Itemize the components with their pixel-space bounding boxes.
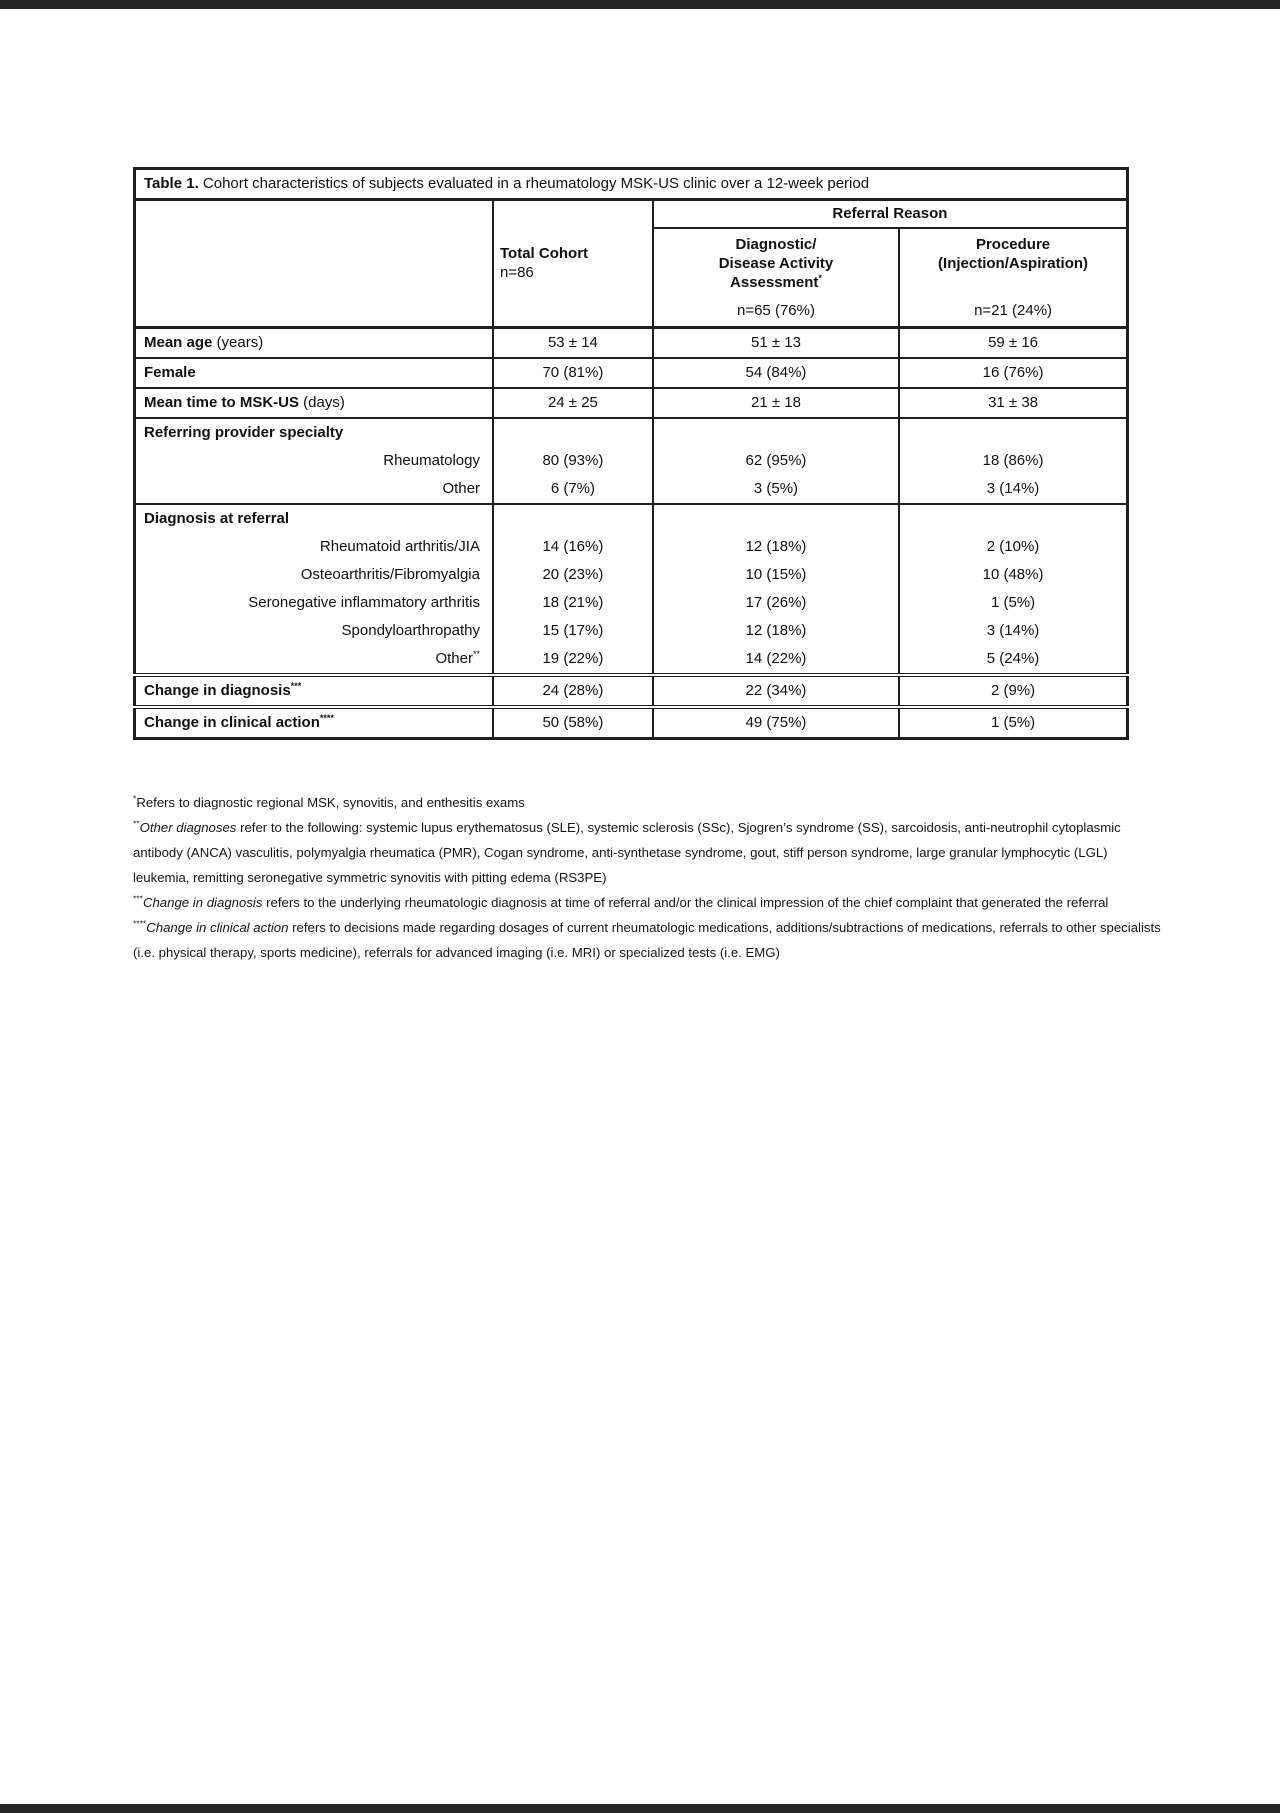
value-total xyxy=(493,504,653,533)
value-diagnostic: 17 (26%) xyxy=(653,589,899,617)
row-seronegative-inflammatory-arthritis xyxy=(135,589,1128,617)
footnote-marker: ** xyxy=(472,648,480,659)
value-diagnostic: 3 (5%) xyxy=(653,475,899,504)
value-procedure: 1 (5%) xyxy=(899,707,1127,739)
footnotes xyxy=(133,790,1167,965)
section-diagnosis-at-referral xyxy=(135,504,1128,533)
value-total: 24 ± 25 xyxy=(493,388,653,418)
value-total: 6 (7%) xyxy=(493,475,653,504)
table-title-text: Cohort characteristics of subjects evaluated in a rheumatology MSK-US clinic over a 12-week period xyxy=(198,174,870,192)
value-procedure: 10 (48%) xyxy=(899,561,1127,589)
cohort-table xyxy=(133,167,1129,740)
footnote-4 xyxy=(133,915,1167,965)
value-diagnostic: 49 (75%) xyxy=(653,707,899,739)
row-label: Seronegative inflammatory arthritis xyxy=(248,593,480,611)
value-diagnostic: 62 (95%) xyxy=(653,447,899,475)
header-diagnostic-footnote-marker: * xyxy=(818,272,822,283)
value-diagnostic: 51 ± 13 xyxy=(653,328,899,359)
row-label: Mean time to MSK-US (days) xyxy=(135,388,493,418)
value-diagnostic: 12 (18%) xyxy=(653,617,899,645)
value-total: 53 ± 14 xyxy=(493,328,653,359)
page-top-edge xyxy=(0,0,1280,9)
value-total: 24 (28%) xyxy=(493,675,653,707)
row-label: Spondyloarthropathy xyxy=(341,621,480,639)
section-label: Referring provider specialty xyxy=(135,418,493,447)
value-diagnostic: 22 (34%) xyxy=(653,675,899,707)
value-total: 70 (81%) xyxy=(493,358,653,388)
row-label: Other xyxy=(442,479,480,497)
value-total: 15 (17%) xyxy=(493,617,653,645)
row-osteoarthritis-fibromyalgia xyxy=(135,561,1128,589)
footnote-4-marker: **** xyxy=(133,918,147,929)
row-spondyloarthropathy xyxy=(135,617,1128,645)
footnote-3 xyxy=(133,890,1167,915)
row-label: Change in clinical action**** xyxy=(135,707,493,739)
value-procedure: 2 (9%) xyxy=(899,675,1127,707)
row-label: Rheumatoid arthritis/JIA xyxy=(319,537,480,555)
footnote-2-text: refer to the following: systemic lupus erythematosus (SLE), systemic sclerosis (SSc), Sjogren’s syndrome (SS), sarcoidosis, anti-neutrophil cytoplasmic antibody (ANCA) vasculitis, polymyalgia rheumatica (PMR), Cogan syndrome, anti-synthetase syndrome, gout, stiff person syndrome, large granular lymphocytic (LGL) leukemia, remitting seronegative symmetric synovitis with pitting edema (RS3PE) xyxy=(133,820,1121,885)
row-mean-time xyxy=(135,388,1128,418)
value-total: 19 (22%) xyxy=(493,645,653,675)
table-1 xyxy=(133,167,1129,740)
footnote-marker: **** xyxy=(319,712,334,723)
value-diagnostic xyxy=(653,418,899,447)
value-procedure: 5 (24%) xyxy=(899,645,1127,675)
header-empty-cell xyxy=(135,200,493,328)
row-label: Rheumatology xyxy=(383,451,480,469)
section-referring-provider-specialty xyxy=(135,418,1128,447)
row-label: Mean age (years) xyxy=(135,328,493,359)
value-diagnostic xyxy=(653,504,899,533)
header-total-cohort-label: Total Cohort xyxy=(499,244,589,262)
header-diagnostic-line2: Disease Activity xyxy=(718,254,834,272)
header-procedure-n: n=21 (24%) xyxy=(974,302,1053,320)
footnote-marker: *** xyxy=(290,680,302,691)
header-total-cohort-n: n=86 xyxy=(499,263,534,281)
value-total: 18 (21%) xyxy=(493,589,653,617)
row-label: Osteoarthritis/Fibromyalgia xyxy=(300,565,480,583)
header-referral-reason: Referral Reason xyxy=(653,200,1128,229)
value-diagnostic: 54 (84%) xyxy=(653,358,899,388)
row-rheumatology xyxy=(135,447,1128,475)
row-label: Female xyxy=(135,358,493,388)
value-procedure: 31 ± 38 xyxy=(899,388,1127,418)
section-label: Diagnosis at referral xyxy=(135,504,493,533)
value-diagnostic: 21 ± 18 xyxy=(653,388,899,418)
header-diagnostic-line3: Assessment* xyxy=(730,272,822,291)
row-other-diagnosis xyxy=(135,645,1128,675)
value-diagnostic: 10 (15%) xyxy=(653,561,899,589)
row-change-in-diagnosis xyxy=(135,675,1128,707)
value-total: 80 (93%) xyxy=(493,447,653,475)
footnote-2 xyxy=(133,815,1167,890)
header-total-cohort-cell xyxy=(493,200,653,328)
header-procedure-line2: (Injection/Aspiration) xyxy=(938,254,1089,272)
footnote-1-marker: * xyxy=(133,793,137,804)
value-procedure xyxy=(899,418,1127,447)
row-mean-age xyxy=(135,328,1128,359)
value-diagnostic: 12 (18%) xyxy=(653,533,899,561)
page-bottom-edge xyxy=(0,1804,1280,1813)
value-procedure: 1 (5%) xyxy=(899,589,1127,617)
footnote-3-text: refers to the underlying rheumatologic diagnosis at time of referral and/or the clinical impression of the chief complaint that generated the referral xyxy=(262,895,1109,910)
row-female xyxy=(135,358,1128,388)
value-total: 20 (23%) xyxy=(493,561,653,589)
value-procedure xyxy=(899,504,1127,533)
table-title-number: Table 1. xyxy=(144,174,199,192)
row-change-in-clinical-action xyxy=(135,707,1128,739)
footnote-1 xyxy=(133,790,1167,815)
header-diagnostic-line1: Diagnostic/ xyxy=(735,236,817,253)
footnote-2-lead: Other diagnoses xyxy=(139,820,237,835)
value-procedure: 18 (86%) xyxy=(899,447,1127,475)
footnote-3-lead: Change in diagnosis xyxy=(142,895,263,910)
footnote-3-marker: *** xyxy=(133,893,143,904)
header-procedure-line1: Procedure xyxy=(975,236,1051,253)
row-rheumatoid-arthritis-jia xyxy=(135,533,1128,561)
footnote-4-lead: Change in clinical action xyxy=(146,920,289,935)
footnote-2-marker: ** xyxy=(133,818,140,829)
row-label: Other** xyxy=(435,648,480,667)
footnote-4-text: refers to decisions made regarding dosages of current rheumatologic medications, additions/subtractions of medications, referrals to other specialists (i.e. physical therapy, sports medicine), referrals for advanced imaging (i.e. MRI) or specialized tests (i.e. EMG) xyxy=(133,920,1161,960)
value-procedure: 3 (14%) xyxy=(899,475,1127,504)
value-procedure: 16 (76%) xyxy=(899,358,1127,388)
header-diagnostic-n: n=65 (76%) xyxy=(736,302,815,320)
row-label: Change in diagnosis*** xyxy=(135,675,493,707)
value-diagnostic: 14 (22%) xyxy=(653,645,899,675)
row-other-specialty xyxy=(135,475,1128,504)
footnote-1-text: Refers to diagnostic regional MSK, synovitis, and enthesitis exams xyxy=(136,795,525,810)
value-total: 50 (58%) xyxy=(493,707,653,739)
value-procedure: 59 ± 16 xyxy=(899,328,1127,359)
header-procedure-cell xyxy=(899,228,1127,328)
header-referral-reason-row xyxy=(135,200,1128,229)
value-procedure: 2 (10%) xyxy=(899,533,1127,561)
table-title xyxy=(135,169,1128,200)
value-total: 14 (16%) xyxy=(493,533,653,561)
value-procedure: 3 (14%) xyxy=(899,617,1127,645)
value-total xyxy=(493,418,653,447)
header-diagnostic-cell xyxy=(653,228,899,328)
table-title-row xyxy=(135,169,1128,200)
